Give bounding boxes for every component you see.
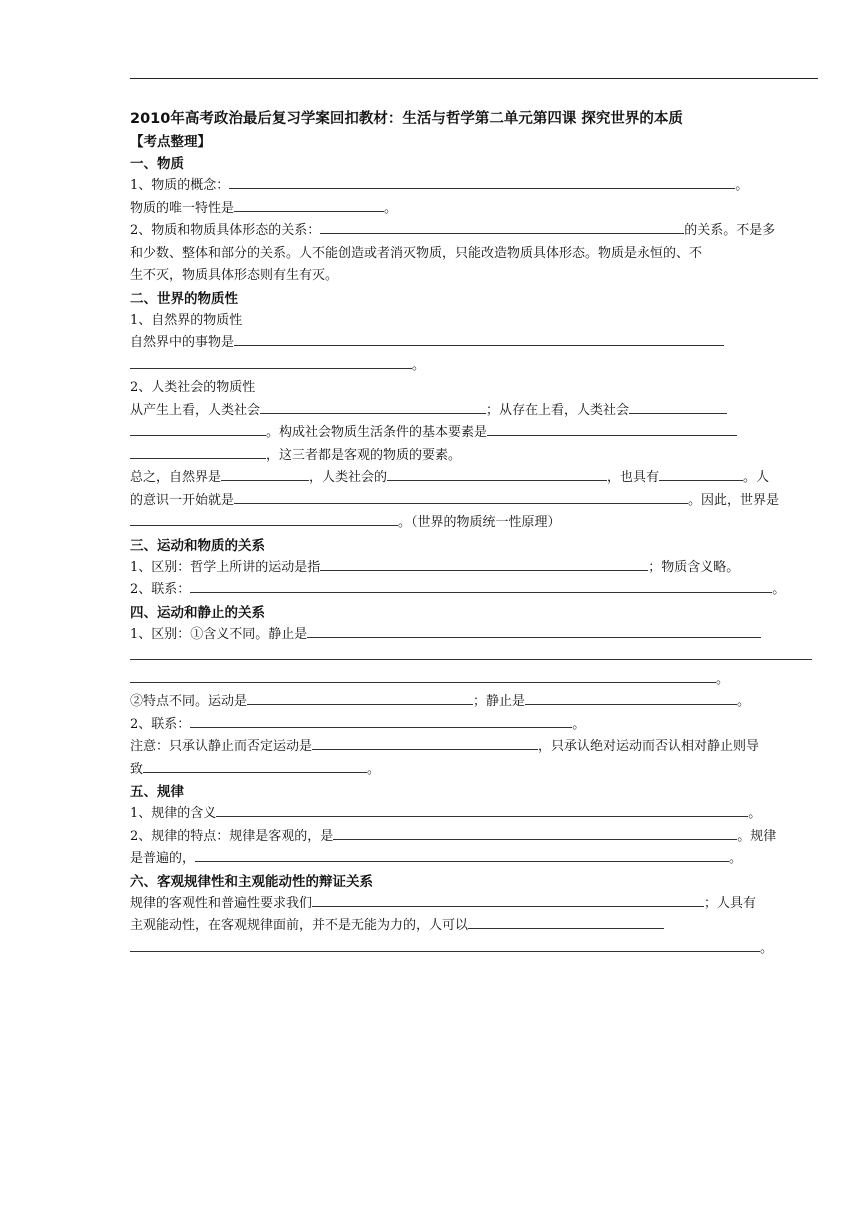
prompt-text: ；人具有 bbox=[704, 895, 757, 911]
line-motion-diff bbox=[130, 557, 820, 580]
line-features bbox=[130, 691, 820, 714]
line-consciousness bbox=[130, 490, 820, 513]
prompt-text: 。 bbox=[412, 357, 426, 373]
line-matter-concept bbox=[130, 175, 820, 198]
prompt-text: ，这三者都是客观的物质的要素。 bbox=[266, 447, 462, 463]
answer-blank[interactable] bbox=[130, 445, 266, 459]
prompt-text: 。人 bbox=[743, 470, 770, 485]
answer-blank[interactable] bbox=[387, 467, 607, 481]
answer-blank[interactable] bbox=[216, 803, 748, 817]
prompt-text: 。 bbox=[772, 582, 786, 597]
line-summary bbox=[130, 467, 820, 490]
prompt-text: 1、物质的概念： bbox=[130, 178, 230, 193]
line-initiative bbox=[130, 915, 820, 938]
line-matter-property bbox=[130, 198, 820, 221]
prompt-text: ，只承认绝对运动而否认相对静止则导 bbox=[538, 739, 760, 754]
prompt-text: 。 bbox=[367, 761, 381, 777]
prompt-text: 从产生上看，人类社会 bbox=[130, 402, 261, 418]
answer-blank[interactable] bbox=[221, 467, 309, 481]
section-heading-5: 五、规律 bbox=[130, 784, 184, 800]
body-text: 生不灭，物质具体形态则有生有灭。 bbox=[130, 268, 339, 283]
prompt-text: 。 bbox=[735, 178, 749, 193]
answer-blank[interactable] bbox=[190, 714, 572, 728]
prompt-text: 1、区别：①含义不同。静止是 bbox=[130, 626, 308, 642]
prompt-text: 总之，自然界是 bbox=[130, 470, 222, 485]
prompt-text: 注意：只承认静止而否定运动是 bbox=[130, 739, 313, 754]
prompt-text: ；静止是 bbox=[473, 694, 526, 709]
prompt-text: 。规律 bbox=[737, 828, 777, 844]
prompt-text: 2、联系： bbox=[130, 582, 191, 597]
answer-blank[interactable] bbox=[234, 332, 724, 346]
body-text: 1、自然界的物质性 bbox=[130, 312, 243, 328]
prompt-text: 。 bbox=[729, 851, 743, 866]
worksheet bbox=[130, 108, 820, 960]
answer-blank[interactable] bbox=[320, 557, 648, 571]
line-law-universal bbox=[130, 848, 820, 871]
answer-blank[interactable] bbox=[190, 579, 772, 593]
answer-blank[interactable] bbox=[234, 198, 384, 212]
answer-blank[interactable] bbox=[130, 669, 716, 683]
prompt-text: ②特点不同。运动是 bbox=[130, 694, 248, 709]
prompt-text: ；物质含义略。 bbox=[648, 559, 740, 575]
answer-blank[interactable] bbox=[487, 422, 737, 436]
body-text: 和少数、整体和部分的关系。人不能创造或者消灭物质，只能改造物质具体形态。物质是永恒的、不 bbox=[130, 245, 703, 261]
line-law-meaning bbox=[130, 803, 820, 826]
answer-blank[interactable] bbox=[229, 175, 735, 189]
prompt-text: 2、联系： bbox=[130, 716, 191, 732]
prompt-text: 。 bbox=[748, 806, 762, 821]
answer-blank[interactable] bbox=[659, 467, 743, 481]
line-rest-cont2 bbox=[130, 669, 820, 692]
line-note bbox=[130, 736, 820, 759]
answer-blank[interactable] bbox=[130, 422, 266, 436]
section-heading-1: 一、物质 bbox=[130, 156, 184, 172]
line-matter-relation bbox=[130, 220, 820, 243]
answer-blank[interactable] bbox=[130, 355, 412, 369]
header-rule bbox=[130, 78, 818, 79]
section-heading-2: 二、世界的物质性 bbox=[130, 290, 238, 307]
answer-blank[interactable] bbox=[247, 691, 473, 705]
prompt-text: 。 bbox=[716, 671, 730, 687]
answer-blank[interactable] bbox=[130, 512, 398, 526]
line-nature-cont bbox=[130, 355, 820, 378]
prompt-text: 。 bbox=[384, 200, 398, 216]
prompt-text: 自然界中的事物是 bbox=[130, 335, 235, 350]
prompt-text: 1、区别：哲学上所讲的运动是指 bbox=[130, 559, 321, 575]
answer-blank[interactable] bbox=[130, 646, 812, 660]
answer-blank[interactable] bbox=[234, 490, 688, 504]
section-heading-6: 六、客观规律性和主观能动性的辩证关系 bbox=[130, 873, 373, 890]
line-society-elements bbox=[130, 445, 820, 468]
line-rest-diff bbox=[130, 624, 820, 647]
section-heading-outline: 【考点整理】 bbox=[130, 134, 211, 150]
prompt-text: ；从存在上看，人类社会 bbox=[486, 402, 630, 418]
answer-blank[interactable] bbox=[312, 736, 538, 750]
prompt-text: 2、物质和物质具体形态的关系： bbox=[130, 223, 321, 238]
prompt-text: 。因此，世界是 bbox=[688, 492, 780, 508]
prompt-text: 。 bbox=[572, 716, 586, 732]
prompt-text: 是普遍的， bbox=[130, 851, 196, 866]
section-heading-4: 四、运动和静止的关系 bbox=[130, 604, 265, 621]
prompt-text: ，也具有 bbox=[607, 470, 660, 485]
answer-blank[interactable] bbox=[260, 400, 486, 414]
prompt-text: ，人类社会的 bbox=[309, 470, 388, 485]
prompt-text: 物质的唯一特性是 bbox=[130, 200, 235, 216]
prompt-text: 1、规律的含义 bbox=[130, 806, 217, 821]
prompt-text: 。构成社会物质生活条件的基本要素是 bbox=[266, 425, 488, 440]
answer-blank[interactable] bbox=[320, 220, 684, 234]
prompt-text: 。 bbox=[737, 694, 751, 709]
answer-blank[interactable] bbox=[143, 759, 367, 773]
prompt-text: 规律的客观性和普遍性要求我们 bbox=[130, 895, 313, 911]
answer-blank[interactable] bbox=[130, 938, 760, 952]
line-note-cont bbox=[130, 759, 820, 782]
prompt-text: 致 bbox=[130, 761, 144, 777]
line-society bbox=[130, 400, 820, 423]
prompt-text: 。（世界的物质统一性原理） bbox=[398, 515, 561, 530]
line-rest-cont bbox=[130, 646, 820, 669]
answer-blank[interactable] bbox=[629, 400, 727, 414]
prompt-text: 。 bbox=[760, 940, 774, 956]
line-initiative-cont bbox=[130, 938, 820, 961]
line-dialectic bbox=[130, 893, 820, 916]
line-unity bbox=[130, 512, 820, 535]
prompt-text: 的关系。不是多 bbox=[684, 223, 776, 238]
prompt-text: 2、规律的特点：规律是客观的，是 bbox=[130, 828, 334, 844]
answer-blank[interactable] bbox=[195, 848, 729, 862]
line-motion-link bbox=[130, 579, 820, 602]
answer-blank[interactable] bbox=[333, 826, 737, 840]
line-rest-link bbox=[130, 714, 820, 737]
answer-blank[interactable] bbox=[525, 691, 737, 705]
prompt-text: 主观能动性，在客观规律面前，并不是无能为力的，人可以 bbox=[130, 918, 469, 933]
line-law-features bbox=[130, 826, 820, 849]
answer-blank[interactable] bbox=[307, 624, 761, 638]
answer-blank[interactable] bbox=[468, 915, 664, 929]
prompt-text: 的意识一开始就是 bbox=[130, 492, 235, 508]
line-society-cont bbox=[130, 422, 820, 445]
body-text: 2、人类社会的物质性 bbox=[130, 380, 256, 395]
document-title: 2010年高考政治最后复习学案回扣教材：生活与哲学第二单元第四课 探究世界的本质 bbox=[130, 111, 683, 127]
answer-blank[interactable] bbox=[312, 893, 704, 907]
section-heading-3: 三、运动和物质的关系 bbox=[130, 537, 265, 554]
line-nature bbox=[130, 332, 820, 355]
